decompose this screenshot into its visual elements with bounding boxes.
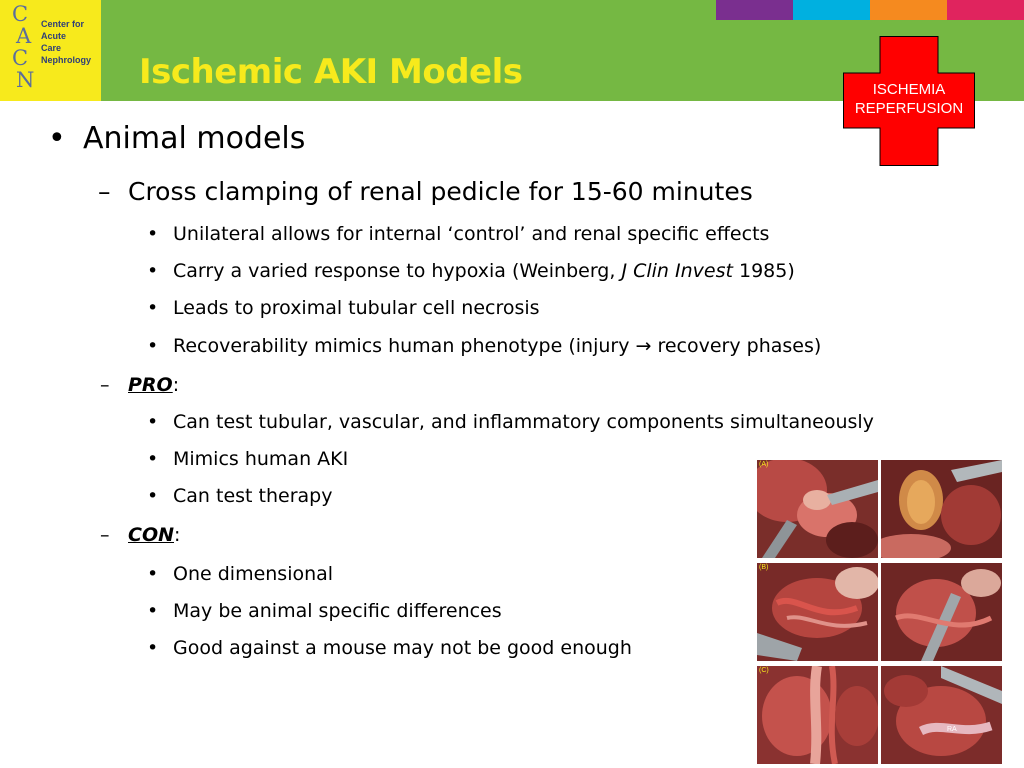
logo-letter-c1: C bbox=[12, 2, 29, 26]
item-text bbox=[173, 335, 821, 357]
bullet-dot: • bbox=[147, 260, 159, 282]
logo-line-4: Nephrology bbox=[41, 55, 92, 65]
item-text: Can test tubular, vascular, and inflammatory components simultaneously bbox=[173, 411, 874, 433]
panel-label-b: (B) bbox=[759, 564, 769, 571]
bullet-dot: • bbox=[147, 563, 159, 585]
bullet-dot: • bbox=[48, 121, 66, 156]
recover-text-end: recovery phases) bbox=[651, 335, 822, 357]
item-text: Mimics human AKI bbox=[173, 448, 349, 470]
logo-line-1: Center for bbox=[41, 19, 85, 29]
item-text: One dimensional bbox=[173, 563, 334, 585]
bullet-dot: • bbox=[147, 335, 159, 357]
item-text: May be animal specific differences bbox=[173, 600, 502, 622]
pro-label: PRO bbox=[128, 374, 173, 396]
journal-citation: J Clin Invest bbox=[621, 260, 733, 282]
sub-bullet-text: Cross clamping of renal pedicle for 15-60 minutes bbox=[128, 177, 753, 206]
photo-b-left bbox=[757, 563, 878, 661]
item-text: Unilateral allows for internal ‘control’ and renal specific effects bbox=[173, 223, 770, 245]
right-arrow-icon: → bbox=[635, 335, 652, 357]
citation-year: 1985) bbox=[732, 260, 795, 282]
recover-text: Recoverability mimics human phenotype (injury bbox=[173, 335, 636, 357]
bullet-dot: • bbox=[147, 600, 159, 622]
photo-b-right bbox=[881, 563, 1002, 661]
bullet-dot: • bbox=[147, 485, 159, 507]
badge-line-2: REPERFUSION bbox=[854, 100, 964, 117]
logo-line-3: Care bbox=[41, 43, 62, 53]
item-text: Can test therapy bbox=[173, 485, 333, 507]
panel-label-c: (C) bbox=[759, 667, 769, 674]
dash-marker: – bbox=[100, 374, 110, 396]
bullet-dot: • bbox=[147, 411, 159, 433]
pro-heading bbox=[128, 374, 179, 396]
bullet-dot: • bbox=[147, 297, 159, 319]
bullet-dot: • bbox=[147, 637, 159, 659]
bullet-dot: • bbox=[147, 448, 159, 470]
photo-c-right bbox=[881, 666, 1002, 764]
con-label: CON bbox=[128, 524, 174, 546]
logo-letter-a: A bbox=[16, 24, 32, 48]
item-text: Leads to proximal tubular cell necrosis bbox=[173, 297, 540, 319]
photo-inset-label: RA bbox=[947, 726, 957, 733]
dash-marker: – bbox=[100, 524, 110, 546]
hypoxia-text: Carry a varied response to hypoxia (Weinberg, bbox=[173, 260, 622, 282]
logo-line-2: Acute bbox=[41, 31, 67, 41]
pro-colon: : bbox=[172, 374, 180, 396]
con-heading bbox=[128, 524, 180, 546]
photo-c-left bbox=[757, 666, 878, 764]
bullet-dot: • bbox=[147, 223, 159, 245]
panel-label-a: (A) bbox=[759, 461, 769, 468]
item-text: Good against a mouse may not be good enough bbox=[173, 637, 632, 659]
photo-a-left bbox=[757, 460, 878, 558]
badge-line-1: ISCHEMIA bbox=[872, 81, 946, 98]
logo-letter-n: N bbox=[16, 68, 35, 92]
logo-letter-c2: C bbox=[12, 46, 29, 70]
slide-title: Ischemic AKI Models bbox=[139, 52, 523, 92]
item-text bbox=[173, 260, 795, 282]
surgical-photo-grid bbox=[757, 460, 1005, 763]
bullet-text: Animal models bbox=[83, 121, 306, 156]
dash-marker: – bbox=[98, 177, 111, 206]
photo-a-right bbox=[881, 460, 1002, 558]
con-colon: : bbox=[174, 524, 181, 546]
